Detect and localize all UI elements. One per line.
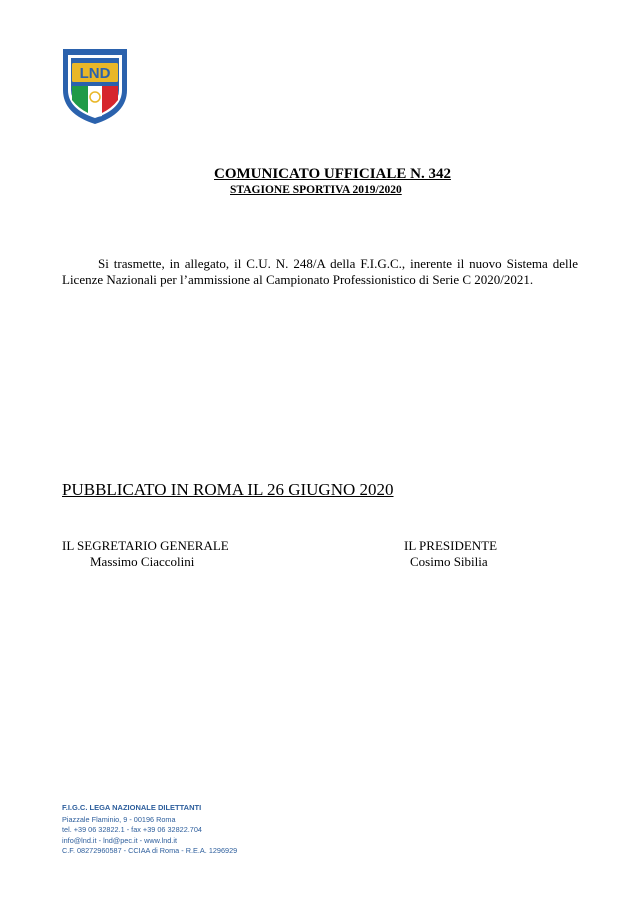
document-body: Si trasmette, in allegato, il C.U. N. 248/A della F.I.G.C., inerente il nuovo Sistema delle Licenze Nazionali per l’ammissione al Campionato Professionistico di Serie C 2020/2021. (62, 256, 578, 287)
signature-right-name: Cosimo Sibilia (410, 554, 488, 569)
signature-left-name: Massimo Ciaccolini (90, 554, 195, 569)
signature-right (404, 538, 497, 570)
footer-address: Piazzale Flaminio, 9 - 00196 Roma (62, 814, 176, 824)
footer-phone: tel. +39 06 32822.1 - fax +39 06 32822.704 (62, 825, 202, 834)
document-subtitle: STAGIONE SPORTIVA 2019/2020 (230, 184, 402, 196)
logo-text: LND (79, 65, 111, 82)
footer (62, 803, 237, 857)
signature-left-role: IL SEGRETARIO GENERALE (62, 538, 229, 553)
footer-org: F.I.G.C. LEGA NAZIONALE DILETTANTI (62, 803, 202, 812)
document-title: COMUNICATO UFFICIALE N. 342 (214, 166, 451, 182)
publication-line: PUBBLICATO IN ROMA IL 26 GIUGNO 2020 (62, 480, 394, 499)
signature-left (62, 538, 229, 570)
lnd-shield-logo (60, 46, 130, 126)
footer-contacts: info@lnd.it - lnd@pec.it - www.lnd.it (62, 835, 177, 845)
footer-registry: C.F. 08272960587 - CCIAA di Roma - R.E.A. 1296929 (62, 846, 238, 855)
signature-right-role: IL PRESIDENTE (404, 538, 498, 553)
